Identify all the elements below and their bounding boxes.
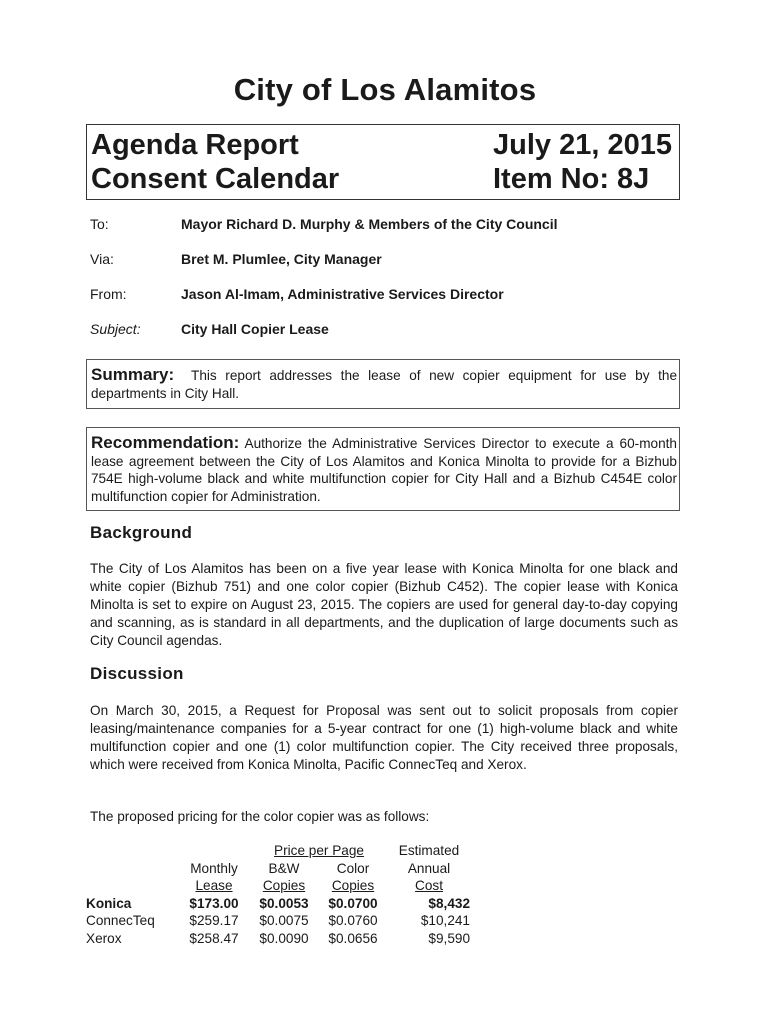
estimated-header: Estimated [398, 843, 460, 858]
bw-cell: $0.0053 [259, 895, 309, 911]
memo-via-value: Bret M. Plumlee, City Manager [181, 251, 382, 267]
table-header-row [86, 860, 476, 878]
memo-from-value: Jason Al-Imam, Administrative Services Director [181, 286, 504, 302]
table-row [86, 912, 476, 930]
table-row [86, 930, 476, 948]
vendor-cell: ConnecTeq [86, 913, 155, 928]
discussion-heading: Discussion [90, 664, 184, 683]
lease-cell: $258.47 [189, 930, 239, 946]
table-row [86, 895, 476, 913]
lease-cell: $173.00 [189, 895, 239, 911]
recommendation-text: Authorize the Administrative Services Director to execute a 60-month lease agreement between the City of Los Alamitos and Konica Minolta to provide for a Bizhub 754E high-volume black and white multifunction copier for City Hall and a Bizhub C454E color multifunction copier for Administration. [91, 436, 677, 504]
color-header: Color [336, 860, 370, 876]
discussion-text: On March 30, 2015, a Request for Proposal was sent out to solicit proposals from copier leasing/maintenance companies for a 5-year contract for one (1) high-volume black and white multifunction copier and one (1) color multifunction copier. The City received three proposals, which were received from Konica Minolta, Pacific ConnecTeq and Xerox. [90, 703, 678, 772]
table-header-row [86, 877, 476, 895]
summary-heading: Summary: [91, 365, 175, 384]
color-cell: $0.0760 [328, 913, 378, 928]
city-title: City of Los Alamitos [233, 72, 537, 107]
lease-header: Lease [195, 878, 233, 893]
cost-cell: $8,432 [428, 895, 470, 911]
memo-subject-value: City Hall Copier Lease [181, 321, 329, 337]
summary-box [86, 359, 680, 409]
recommendation-heading: Recommendation: [91, 433, 240, 452]
lease-cell: $259.17 [189, 913, 239, 928]
report-date: July 21, 2015 [493, 129, 672, 161]
memo-to-value: Mayor Richard D. Murphy & Members of the City Council [181, 216, 558, 232]
cost-cell: $10,241 [420, 913, 470, 928]
pricing-intro: The proposed pricing for the color copier was as follows: [90, 809, 430, 824]
annual-header: Annual [407, 860, 451, 876]
cost-cell: $9,590 [428, 930, 470, 946]
color-cell: $0.0656 [328, 930, 378, 946]
report-header-box [86, 124, 680, 200]
bw-header: B&W [268, 860, 300, 876]
background-text: The City of Los Alamitos has been on a five year lease with Konica Minolta for one black and white copier (Bizhub 751) and one color copier (Bizhub C452). The copier lease with Konica Minolta is set to expire on August 23, 2015. The copiers are used for general day-to-day copying and scanning, as is standard in all departments, and the duplication of large documents such as City Council agendas. [90, 561, 678, 648]
monthly-header: Monthly [190, 860, 238, 876]
memo-to-label: To: [90, 216, 109, 232]
bw-cell: $0.0090 [259, 930, 309, 946]
copies-color-header: Copies [331, 878, 375, 893]
memo-from-label: From: [90, 286, 127, 302]
color-cell: $0.0700 [328, 895, 378, 911]
vendor-cell: Konica [86, 895, 132, 911]
memo-via-label: Via: [90, 251, 114, 267]
item-number: Item No: 8J [493, 163, 650, 195]
report-type: Agenda Report [91, 129, 299, 161]
cost-header: Cost [415, 878, 443, 893]
price-per-page-header: Price per Page [274, 843, 364, 858]
memo-subject-label: Subject: [90, 321, 141, 337]
copies-bw-header: Copies [262, 878, 306, 893]
bw-cell: $0.0075 [259, 913, 309, 928]
background-heading: Background [90, 523, 193, 542]
table-header-row [86, 842, 476, 860]
pricing-table [86, 842, 476, 947]
vendor-cell: Xerox [86, 930, 122, 946]
recommendation-box [86, 427, 680, 511]
calendar-type: Consent Calendar [91, 163, 340, 195]
summary-text: This report addresses the lease of new copier equipment for use by the departments in City Hall. [91, 368, 677, 401]
